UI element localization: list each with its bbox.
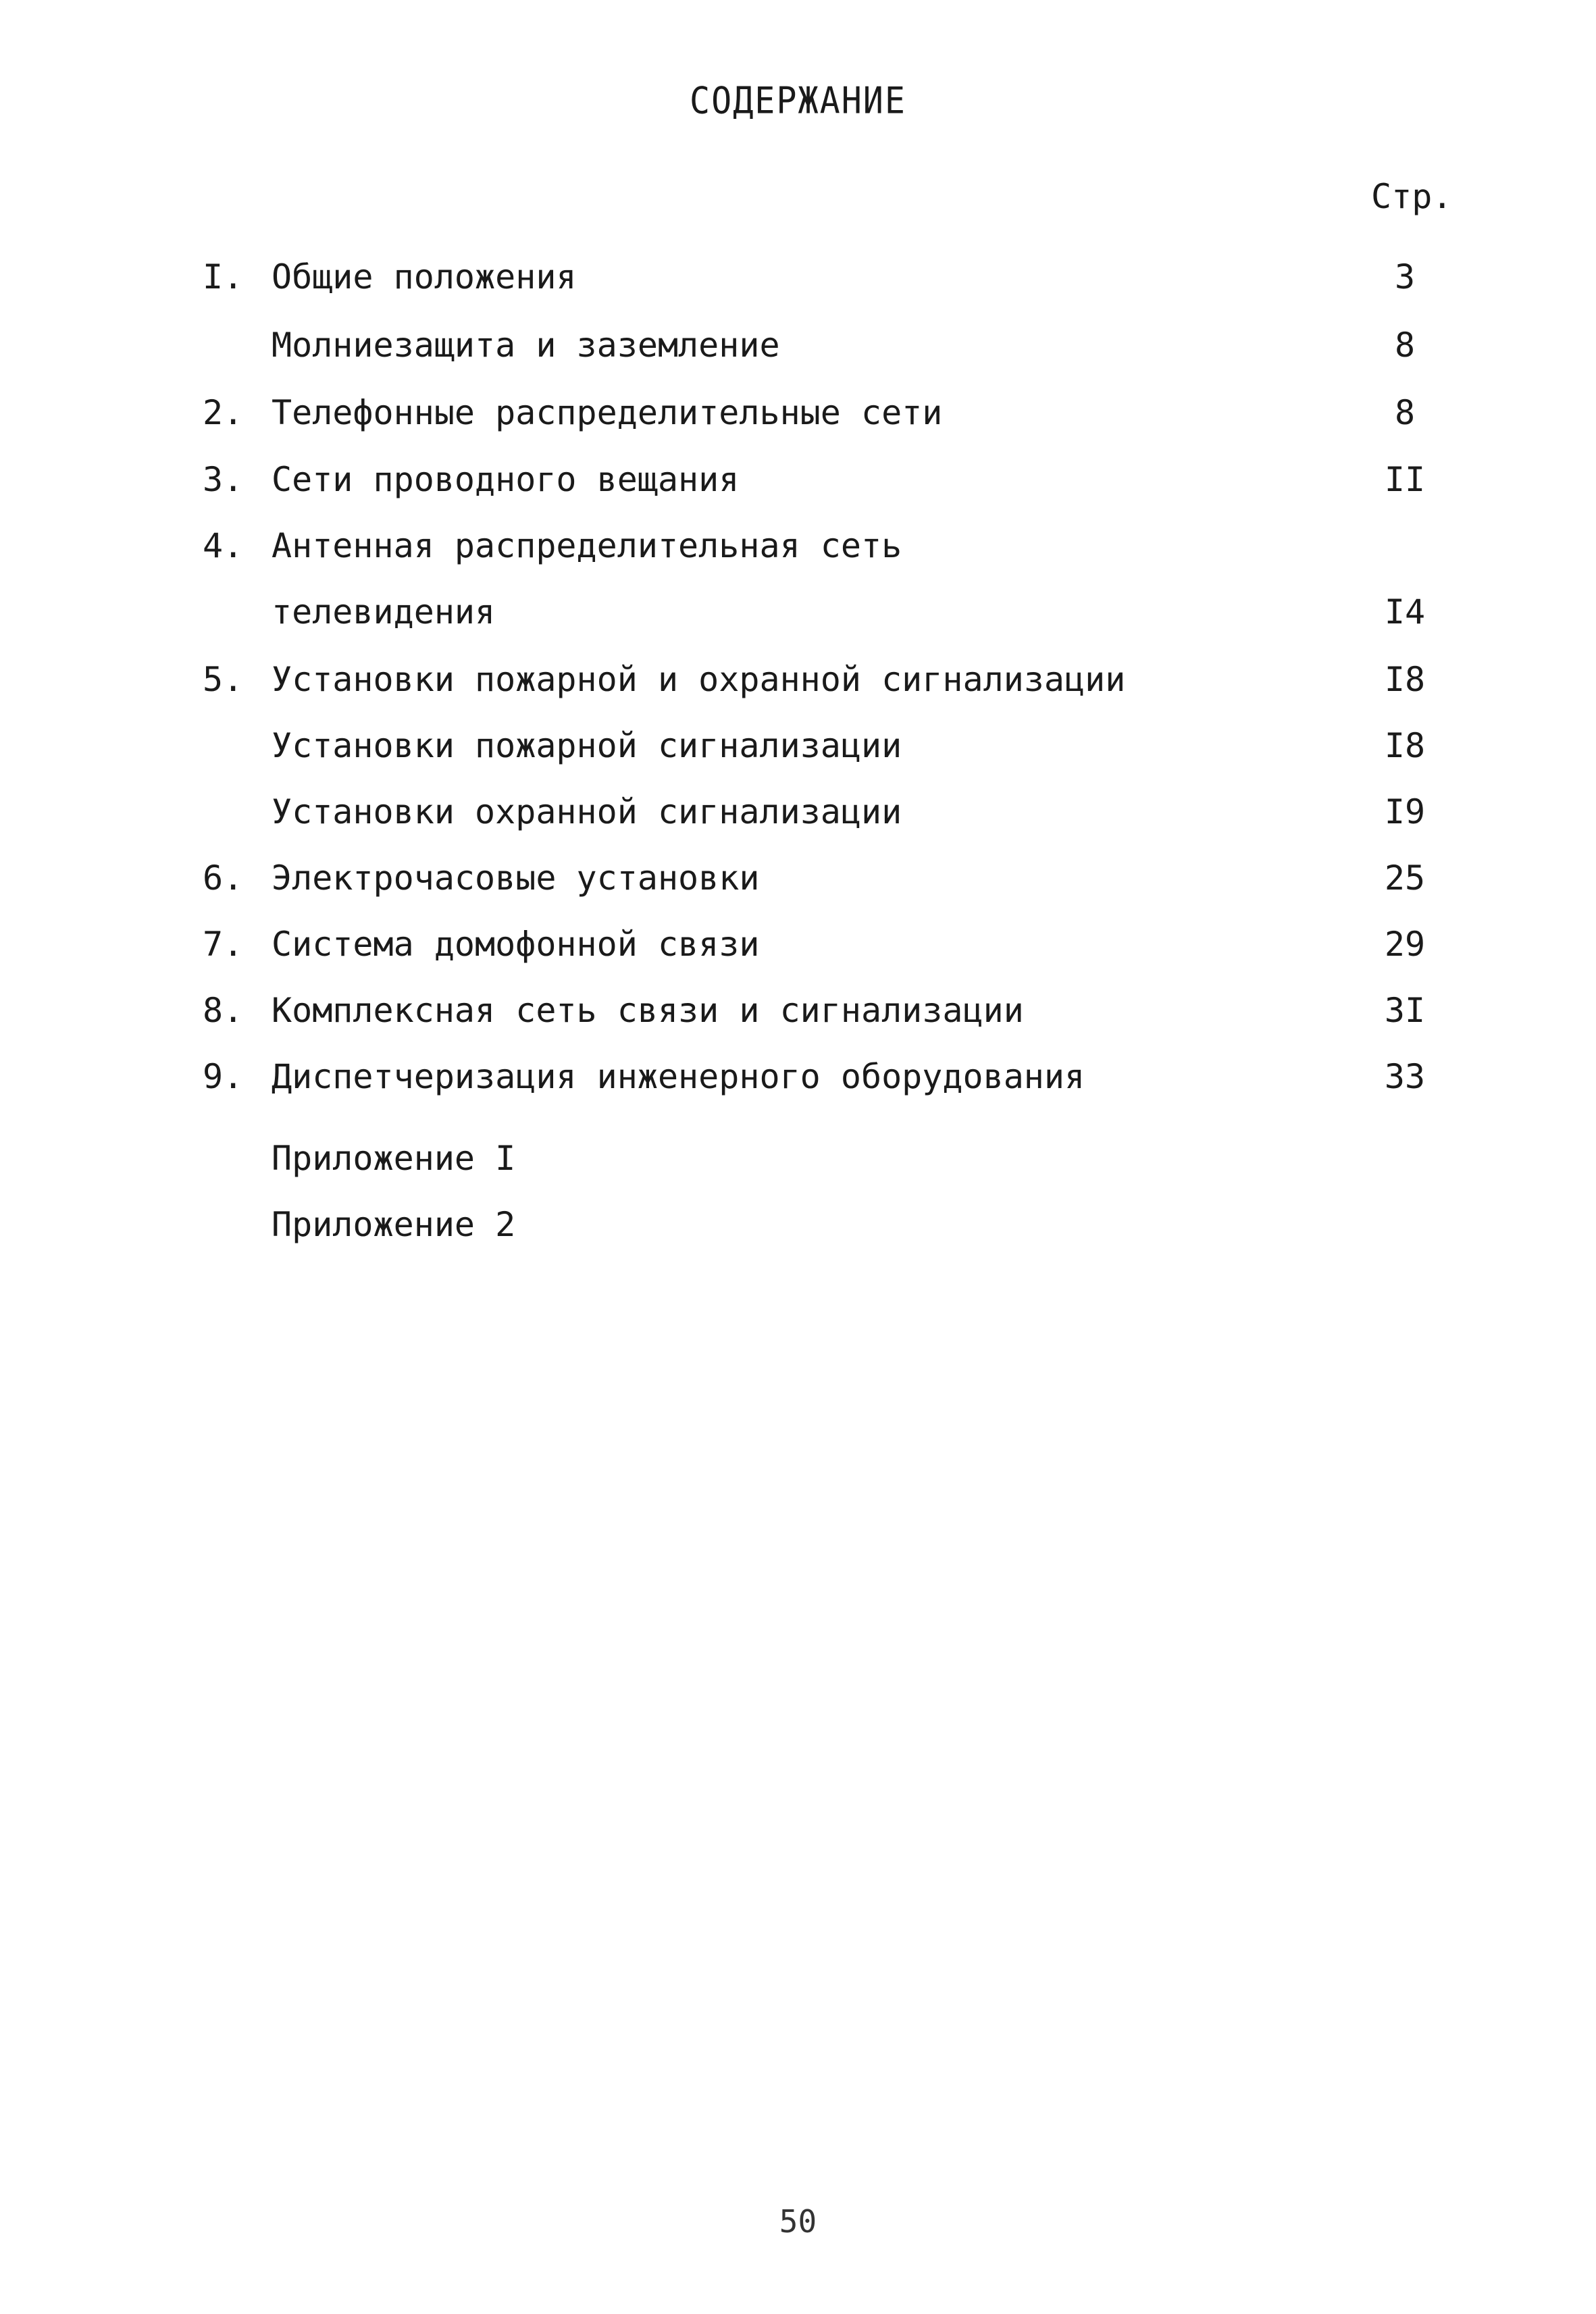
toc-entry-page: 8 — [1394, 326, 1416, 365]
toc-entry-title: Молниезащита и заземление — [272, 326, 780, 365]
toc-entry-title: Электрочасовые установки — [272, 858, 760, 898]
toc-entry-title: Установки пожарной сигнализации — [272, 726, 902, 765]
toc-entry-title: телевидения — [272, 592, 496, 632]
toc-entry-title: Комплексная сеть связи и сигнализации — [272, 991, 1024, 1030]
toc-entry-title: Приложение 2 — [272, 1205, 516, 1244]
toc-entry — [0, 1135, 1596, 1182]
toc-entry-number: 3. — [203, 460, 244, 499]
toc-entry-number: I. — [203, 257, 244, 297]
toc-entry-title: Приложение I — [272, 1139, 516, 1178]
toc-entry — [0, 854, 1596, 902]
toc-entry-page: 3I — [1384, 991, 1426, 1030]
toc-entry-title: Установки охранной сигнализации — [272, 792, 902, 831]
toc-entry-page: 3 — [1394, 257, 1416, 297]
toc-entry-page: 8 — [1394, 393, 1416, 432]
toc-entry-number: 5. — [203, 660, 244, 699]
toc-entry — [0, 522, 1596, 569]
toc-entry-page: 33 — [1384, 1057, 1426, 1096]
toc-entry-page: I8 — [1384, 726, 1426, 765]
toc-entry — [0, 987, 1596, 1034]
toc-entry — [0, 921, 1596, 968]
toc-entry-title: Антенная распределительная сеть — [272, 526, 902, 565]
toc-entry-number: 7. — [203, 925, 244, 964]
toc-entry — [0, 253, 1596, 301]
toc-entry — [0, 1053, 1596, 1100]
toc-entry-number: 6. — [203, 858, 244, 898]
page-column-header: Стр. — [1371, 177, 1453, 216]
footer-page-number: 50 — [779, 2203, 817, 2240]
toc-entry-number: 8. — [203, 991, 244, 1030]
toc-entry-title: Система домофонной связи — [272, 925, 760, 964]
toc-entry-page: II — [1384, 460, 1426, 499]
document-title: СОДЕРЖАНИЕ — [689, 79, 907, 122]
toc-entry-number: 2. — [203, 393, 244, 432]
toc-entry — [0, 389, 1596, 436]
toc-entry-title: Общие положения — [272, 257, 577, 297]
toc-entry — [0, 1201, 1596, 1248]
toc-entry-page: I4 — [1384, 592, 1426, 632]
toc-entry — [0, 656, 1596, 703]
toc-entry-title: Телефонные распределительные сети — [272, 393, 943, 432]
toc-entry-page: I9 — [1384, 792, 1426, 831]
toc-entry-page: 25 — [1384, 858, 1426, 898]
toc-entry — [0, 588, 1596, 636]
toc-entry — [0, 456, 1596, 503]
toc-entry-title: Диспетчеризация инженерного оборудования — [272, 1057, 1085, 1096]
toc-entry-number: 4. — [203, 526, 244, 565]
toc-entry — [0, 322, 1596, 369]
toc-entry-title: Установки пожарной и охранной сигнализации — [272, 660, 1126, 699]
toc-entry-number: 9. — [203, 1057, 244, 1096]
toc-entry — [0, 788, 1596, 835]
toc-entry-page: 29 — [1384, 925, 1426, 964]
toc-entry-title: Сети проводного вещания — [272, 460, 740, 499]
toc-entry-page: I8 — [1384, 660, 1426, 699]
toc-entry — [0, 722, 1596, 769]
